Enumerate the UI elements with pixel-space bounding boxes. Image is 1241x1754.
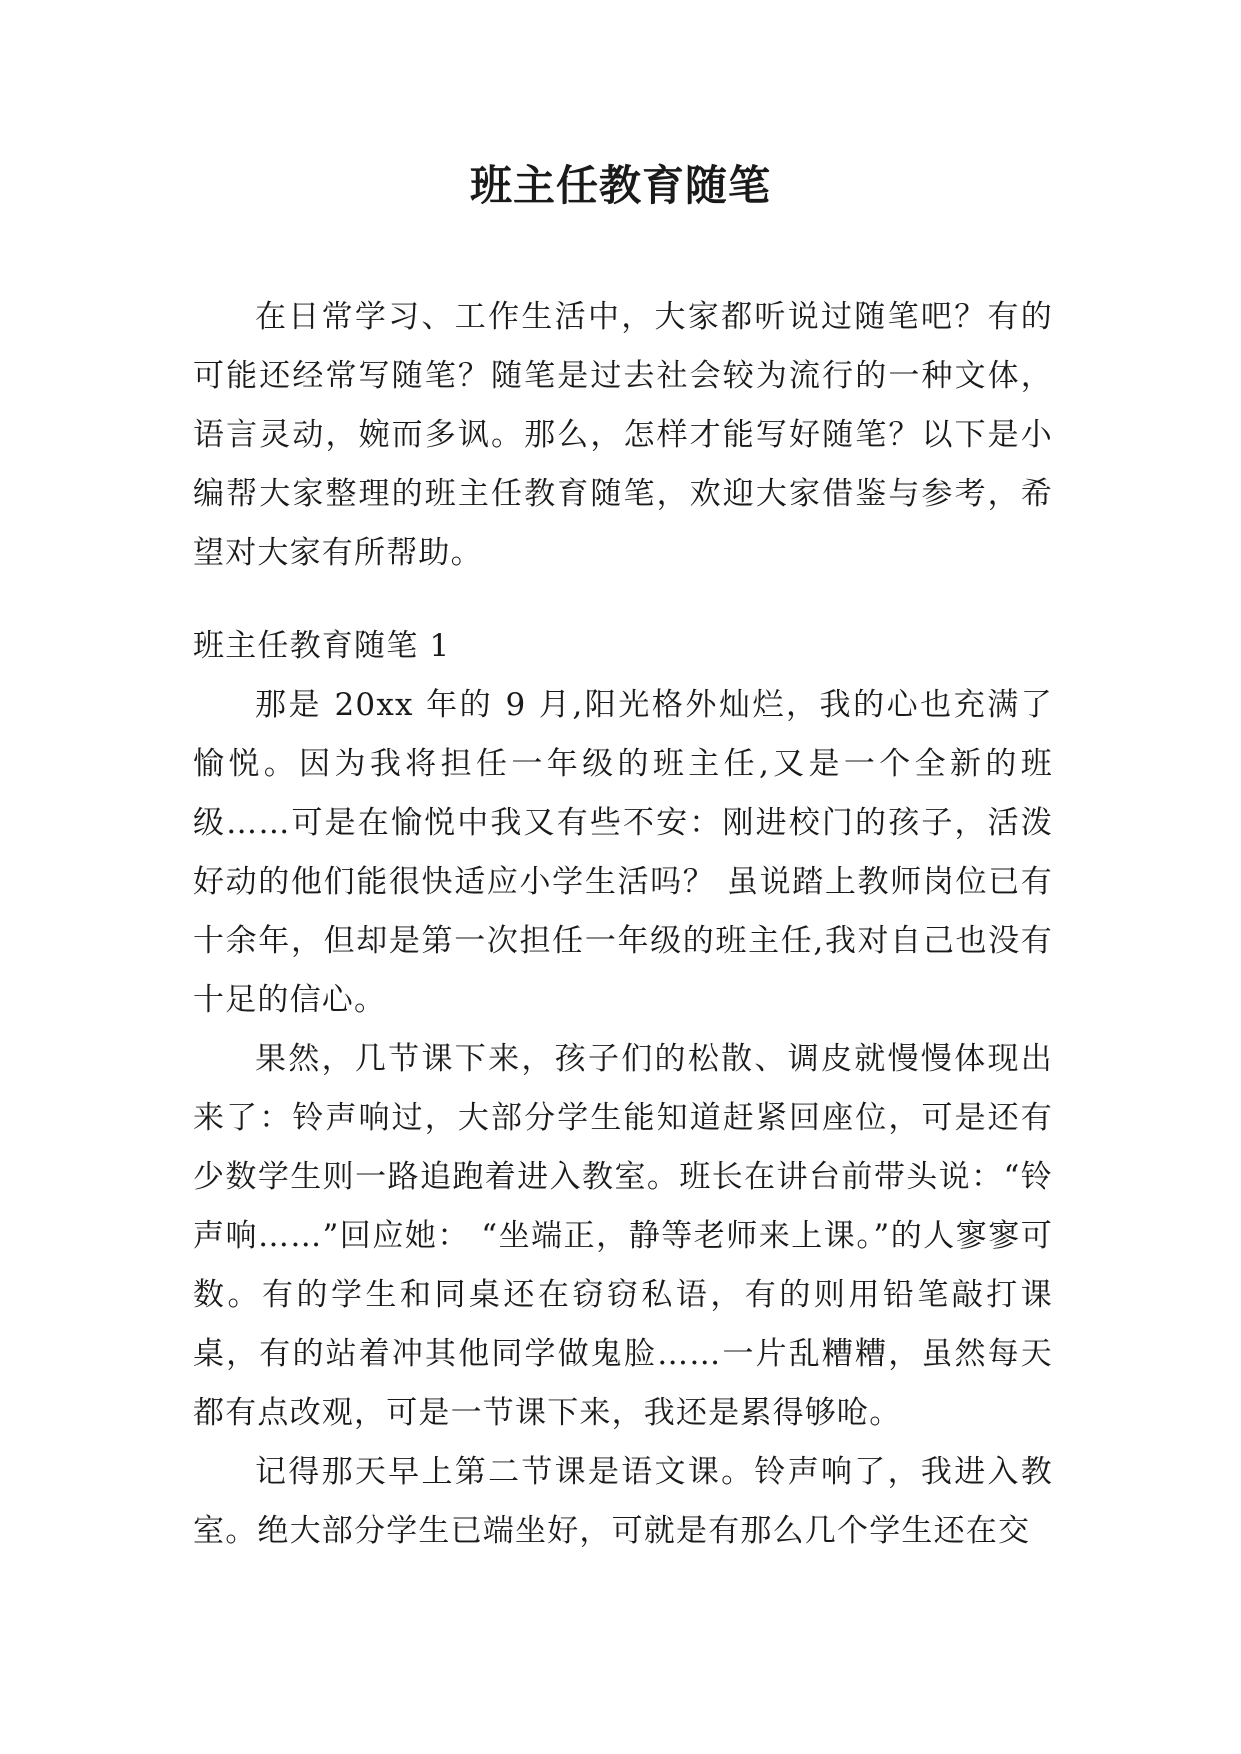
paragraph-spacer: [193, 583, 1053, 617]
section-heading: 班主任教育随笔 1: [193, 628, 451, 664]
body-paragraph-2: 果然，几节课下来，孩子们的松散、调皮就慢慢体现出来了：铃声响过，大部分学生能知道赶紧回座位，可是还有少数学生则一路追跑着进入教室。班长在讲台前带头说：“铃声响……”回应她： “坐端正，静等老师来上课。”的人寥寥可数。有的学生和同桌还在窃窃私语，有的则用铅笔敲打课桌，有的站着冲其他同学做鬼脸……一片乱糟糟，虽然每天都有点改观，可是一节课下来，我还是累得够呛。: [193, 1041, 1053, 1431]
body-paragraph-1: 那是 20xx 年的 9 月,阳光格外灿烂，我的心也充满了愉悦。因为我将担任一年级的班主任,又是一个全新的班级……可是在愉悦中我又有些不安：刚进校门的孩子，活泼好动的他们能很快适应小学生活吗？ 虽说踏上教师岗位已有十余年，但却是第一次担任一年级的班主任,我对自己也没有十足的信心。: [193, 687, 1053, 1018]
document-title: 班主任教育随笔: [469, 161, 771, 210]
body-paragraph-3: 记得那天早上第二节课是语文课。铃声响了，我进入教室。绝大部分学生已端坐好，可就是有那么几个学生还在交: [193, 1454, 1053, 1549]
document-body: [193, 288, 1053, 1561]
intro-paragraph: 在日常学习、工作生活中，大家都听说过随笔吧？有的可能还经常写随笔？随笔是过去社会较为流行的一种文体，语言灵动，婉而多讽。那么，怎样才能写好随笔？以下是小编帮大家整理的班主任教育随笔，欢迎大家借鉴与参考，希望对大家有所帮助。: [193, 299, 1053, 571]
